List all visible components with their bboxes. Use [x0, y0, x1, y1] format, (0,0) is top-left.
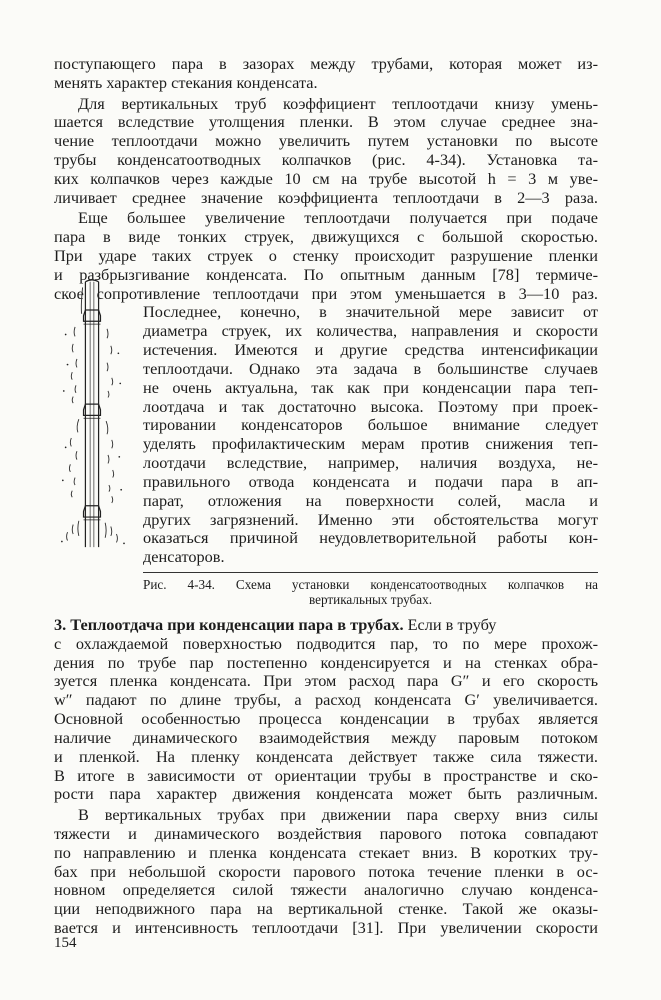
text-line: ское сопротивление теплоотдачи при этом уменьшается в 3—10 раз. — [54, 283, 598, 303]
text-line: В вертикальных трубах при движении пара сверху вниз силы — [78, 805, 598, 825]
text-line: истечения. Имеются и другие средства интенсификации — [143, 340, 598, 360]
text-line: уделять профилактическим мерам против снижения теп- — [143, 434, 598, 454]
text-line: Основной особенностью процесса конденсации в трубах является — [54, 709, 598, 729]
text-line: денсаторов. — [143, 547, 225, 567]
text-line: диаметра струек, их количества, направления и скорости — [143, 321, 598, 341]
section-heading-line — [54, 615, 598, 635]
text-line: менять характер стекания конденсата. — [54, 72, 318, 92]
text-line: w″ падают по длине трубы, а расход конденсата G′ увеличивается. — [54, 690, 598, 710]
text-line: тяжести и динамического воздействия парового потока совпадают — [54, 823, 598, 843]
text-line: бах при небольшой скорости парового потока течение пленки в ос- — [54, 861, 598, 881]
section-heading: 3. Теплоотдача при конденсации пара в трубах. — [54, 614, 404, 634]
page-number: 154 — [54, 935, 77, 951]
text-line: пара в виде тонких струек, движущихся с большой скоростью. — [54, 227, 598, 247]
text-line: дения по трубе пар постепенно конденсируется и на стенках обра- — [54, 652, 598, 672]
text-line: правильного отвода конденсата и подачи пара в ап- — [143, 471, 598, 491]
text-line: рости пара характер движения конденсата может быть различным. — [54, 784, 598, 804]
text-line: наличие динамического взаимодействия между паровым потоком — [54, 727, 598, 747]
text-line: новном определяется силой тяжести аналогично случаю конденса- — [54, 880, 598, 900]
text-line: лоотдача и так достаточно высока. Поэтому при проек- — [143, 396, 598, 416]
text-line: теплоотдачи. Однако эта задача в большинстве случаев — [143, 358, 598, 378]
text-line: При ударе таких струек о стенку происходит разрушение пленки — [54, 246, 598, 265]
text-line: ции неподвижного пара на вертикальной стенке. Такой же оказы- — [54, 899, 598, 919]
text-line: личивает среднее значение коэффициента теплоотдачи в 2—3 раза. — [54, 187, 598, 207]
text-line: В итоге в зависимости от ориентации трубы в пространстве и ско- — [54, 765, 598, 785]
text-line: с охлаждаемой поверхностью подводится пар, то по мере прохож- — [54, 633, 598, 653]
text-line: Если в трубу — [403, 614, 497, 634]
text-line: и пленкой. На пленку конденсата действует также сила тяжести. — [54, 746, 598, 766]
text-line: зуется пленка конденсата. При этом расход пара G″ и его скорость — [54, 671, 598, 691]
caption-rule — [143, 572, 598, 573]
text-line: по направлению и пленка конденсата стекает вниз. В коротких тру- — [54, 842, 598, 862]
text-line: лоотдачи вследствие, например, наличия воздуха, не- — [143, 453, 598, 473]
text-line: ких колпачков через каждые 10 см на трубе высотой h = 3 м уве- — [54, 168, 598, 188]
figure-caption: Рис. 4-34. Схема установки конденсатоотводных колпачков на — [143, 577, 598, 593]
text-line: трубы конденсатоотводных колпачков (рис. 4-34). Установка та- — [54, 150, 598, 169]
text-line: Последнее, конечно, в значительной мере зависит от — [143, 302, 598, 322]
text-line: Для вертикальных труб коэффициент теплоотдачи книзу умень- — [78, 93, 598, 113]
text-line: не очень актуальна, так как при конденсации пара теп- — [143, 377, 598, 397]
text-line: парат, отложения на поверхности солей, масла и — [143, 490, 598, 510]
text-line: тировании конденсаторов большое внимание следует — [143, 415, 598, 435]
figure-caption: вертикальных трубах. — [308, 592, 433, 608]
text-line: поступающего пара в зазорах между трубами, которая может из- — [54, 54, 598, 73]
text-line: чение теплоотдачи можно увеличить путем установки по высоте — [54, 131, 598, 151]
text-line: оказаться причиной неудовлетворительной работы кон- — [143, 528, 598, 548]
text-line: других загрязнений. Именно эти обстоятельства могут — [143, 509, 598, 529]
text-line: Еще большее увеличение теплоотдачи получается при подаче — [78, 208, 598, 228]
tube-with-caps-figure — [52, 278, 132, 551]
text-line: и разбрызгивание конденсата. По опытным данным [78] термиче- — [54, 264, 598, 284]
text-line: шается вследствие утолщения пленки. В этом случае среднее зна- — [54, 112, 598, 132]
text-line: вается и интенсивность теплоотдачи [31]. При увеличении скорости — [54, 918, 598, 937]
